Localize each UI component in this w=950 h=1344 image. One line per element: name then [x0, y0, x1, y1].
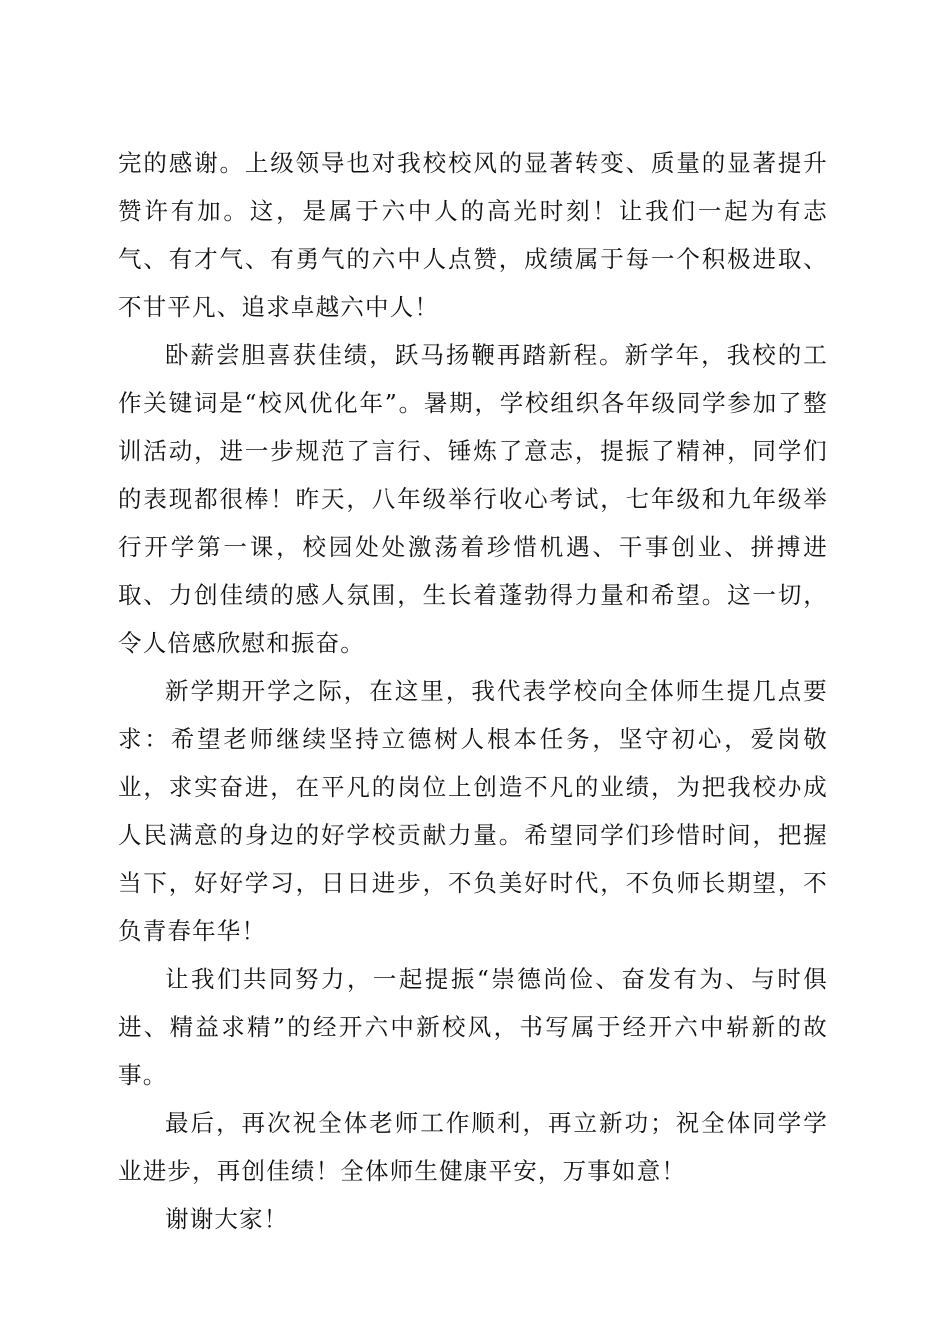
- paragraph-continuation: 完的感谢。上级领导也对我校校风的显著转变、质量的显著提升赞许有加。这，是属于六中人的高光时刻！让我们一起为有志气、有才气、有勇气的六中人点赞，成绩属于每一个积极进取、不甘平凡、追求卓越六中人！: [118, 149, 828, 321]
- paragraph-new-semester: 卧薪尝胆喜获佳绩，跃马扬鞭再踏新程。新学年，我校的工作关键词是“校风优化年”。暑期，学校组织各年级同学参加了整训活动，进一步规范了言行、锤炼了意志，提振了精神，同学们的表现都很棒！昨天，八年级举行收心考试，七年级和九年级举行开学第一课，校园处处激荡着珍惜机遇、干事创业、拼搏进取、力创佳绩的感人氛围，生长着蓬勃得力量和希望。这一切，令人倍感欣慰和振奋。: [118, 341, 828, 657]
- document-page: [118, 139, 828, 1243]
- paragraph-thanks: 谢谢大家！: [165, 1205, 289, 1233]
- paragraph-wishes: 最后，再次祝全体老师工作顺利，再立新功；祝全体同学学业进步，再创佳绩！全体师生健康平安，万事如意！: [118, 1109, 828, 1185]
- paragraph-school-spirit: 让我们共同努力，一起提振“崇德尚俭、奋发有为、与时俱进、精益求精”的经开六中新校风，书写属于经开六中崭新的故事。: [118, 965, 828, 1089]
- paragraph-requirements: 新学期开学之际，在这里，我代表学校向全体师生提几点要求：希望老师继续坚持立德树人根本任务，坚守初心，爱岗敬业，求实奋进，在平凡的岗位上创造不凡的业绩，为把我校办成人民满意的身边的好学校贡献力量。希望同学们珍惜时间，把握当下，好好学习，日日进步，不负美好时代，不负师长期望，不负青春年华！: [118, 677, 828, 945]
